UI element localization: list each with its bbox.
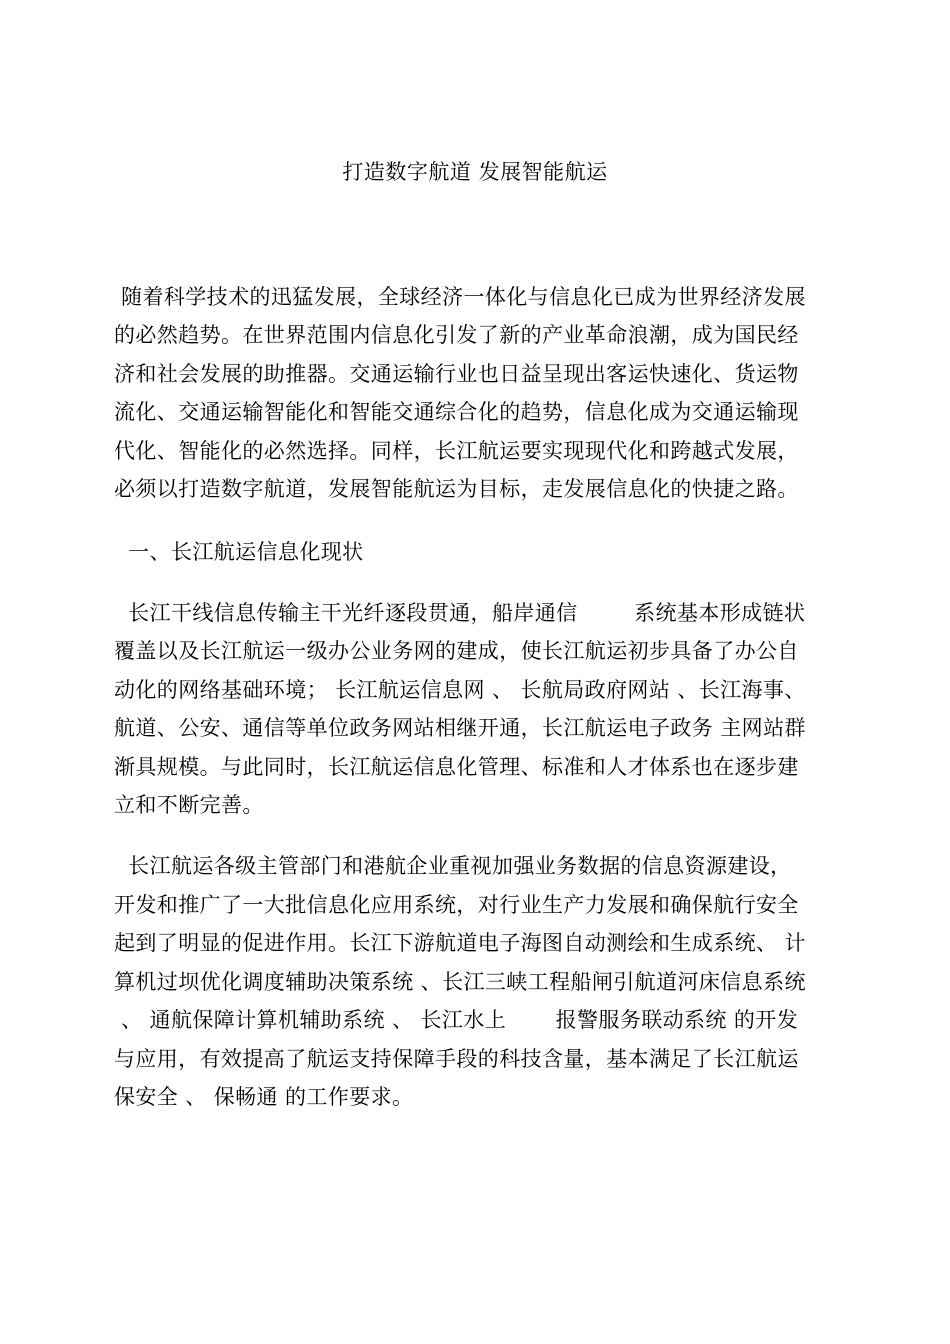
text-line: 、 通航保障计算机辅助系统 、 长江水上 报警服务联动系统 的开发 (114, 1008, 799, 1032)
text-line: 长江干线信息传输主干光纤逐段贯通，船岸通信 系统基本形成链状 (114, 601, 806, 625)
text-line: 必须以打造数字航道，发展智能航运为目标，走发展信息化的快捷之路。 (114, 477, 799, 501)
text-line: 动化的网络基础环境； 长江航运信息网 、 长航局政府网站 、长江海事、 (114, 678, 806, 702)
section-heading: 一、长江航运信息化现状 (114, 540, 364, 564)
text-line: 开发和推广了一大批信息化应用系统，对行业生产力发展和确保航行安全 (114, 893, 799, 917)
text-line: 覆盖以及长江航运一级办公业务网的建成，使长江航运初步具备了办公自 (114, 639, 799, 663)
text-line: 渐具规模。与此同时，长江航运信息化管理、标准和人才体系也在逐步建 (114, 755, 799, 779)
text-line: 航道、公安、通信等单位政务网站相继开通，长江航运电子政务 主网站群 (114, 716, 806, 740)
text-line: 济和社会发展的助推器。交通运输行业也日益呈现出客运快速化、货运物 (114, 362, 799, 386)
text-line: 长江航运各级主管部门和港航企业重视加强业务数据的信息资源建设， (114, 854, 792, 878)
document-title: 打造数字航道 发展智能航运 (342, 160, 608, 184)
text-line: 流化、交通运输智能化和智能交通综合化的趋势，信息化成为交通运输现 (114, 400, 799, 424)
text-line: 随着科学技术的迅猛发展，全球经济一体化与信息化已成为世界经济发展 (114, 285, 806, 309)
text-line: 保安全 、 保畅通 的工作要求。 (114, 1085, 414, 1109)
text-line: 算机过坝优化调度辅助决策系统 、长江三峡工程船闸引航道河床信息系统 (114, 970, 806, 994)
text-line: 代化、智能化的必然选择。同样，长江航运要实现现代化和跨越式发展， (114, 439, 799, 463)
text-line: 立和不断完善。 (114, 793, 264, 817)
text-line: 的必然趋势。在世界范围内信息化引发了新的产业革命浪潮，成为国民经 (114, 323, 799, 347)
text-line: 起到了明显的促进作用。长江下游航道电子海图自动测绘和生成系统、 计 (114, 931, 806, 955)
text-line: 与应用，有效提高了航运支持保障手段的科技含量，基本满足了长江航运 (114, 1047, 799, 1071)
